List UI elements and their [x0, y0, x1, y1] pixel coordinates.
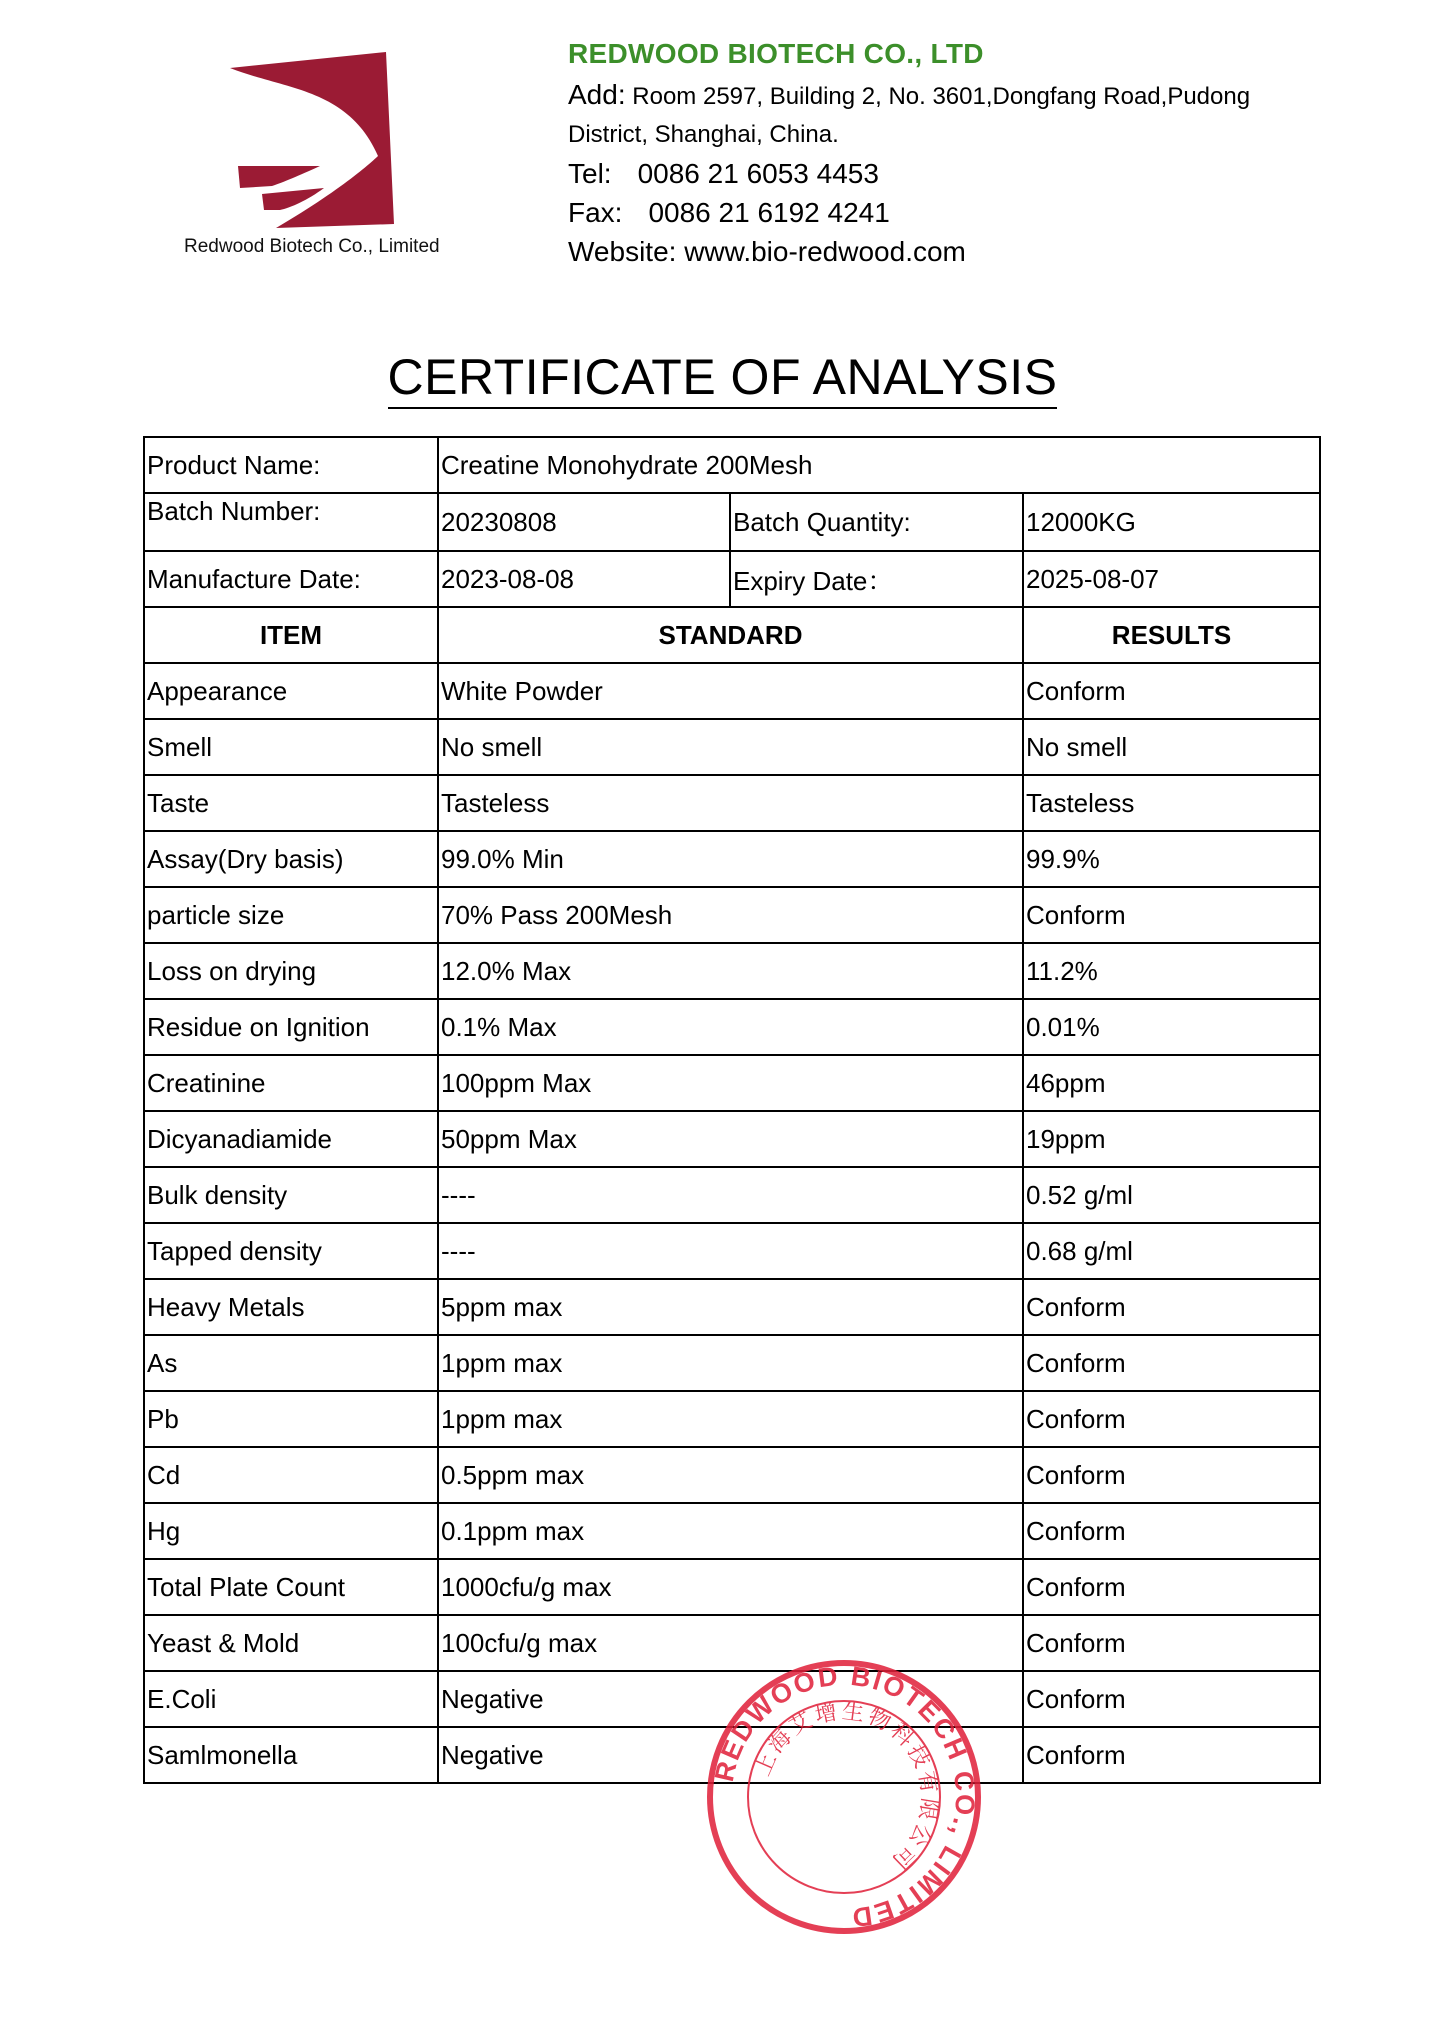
standard-cell: ---- [438, 1223, 1023, 1279]
result-cell: 46ppm [1023, 1055, 1320, 1111]
result-cell: 11.2% [1023, 943, 1320, 999]
batch-quantity-label: Batch Quantity: [730, 493, 1023, 551]
item-cell: Total Plate Count [144, 1559, 438, 1615]
redwood-logo-mark-icon [228, 48, 438, 228]
expiry-date-label: Expiry Date： [730, 551, 1023, 607]
item-cell: Tapped density [144, 1223, 438, 1279]
item-cell: Heavy Metals [144, 1279, 438, 1335]
item-cell: Loss on drying [144, 943, 438, 999]
table-row [144, 1559, 1320, 1615]
item-cell: Hg [144, 1503, 438, 1559]
table-row [144, 1391, 1320, 1447]
result-cell: Conform [1023, 1447, 1320, 1503]
result-cell: Conform [1023, 1503, 1320, 1559]
result-cell: Conform [1023, 1615, 1320, 1671]
expiry-date-value: 2025-08-07 [1023, 551, 1320, 607]
item-cell: Assay(Dry basis) [144, 831, 438, 887]
company-website: Website: www.bio-redwood.com [568, 236, 966, 267]
item-cell: Taste [144, 775, 438, 831]
result-cell: 0.01% [1023, 999, 1320, 1055]
standard-cell: 100cfu/g max [438, 1615, 1023, 1671]
standard-cell: 1000cfu/g max [438, 1559, 1023, 1615]
table-row [144, 1279, 1320, 1335]
tel-label: Tel: [568, 158, 612, 189]
batch-quantity-value: 12000KG [1023, 493, 1320, 551]
standard-cell: No smell [438, 719, 1023, 775]
result-cell: 0.52 g/ml [1023, 1167, 1320, 1223]
company-name: REDWOOD BIOTECH CO., LTD [568, 38, 984, 69]
batch-number-value: 20230808 [438, 493, 730, 551]
item-cell: Cd [144, 1447, 438, 1503]
address-label: Add: [568, 79, 626, 110]
result-cell: Conform [1023, 887, 1320, 943]
item-cell: particle size [144, 887, 438, 943]
standard-cell: Negative [438, 1671, 1023, 1727]
item-cell: Bulk density [144, 1167, 438, 1223]
standard-cell: 99.0% Min [438, 831, 1023, 887]
result-cell: Conform [1023, 1391, 1320, 1447]
date-row [144, 551, 1320, 607]
item-cell: As [144, 1335, 438, 1391]
item-cell: Creatinine [144, 1055, 438, 1111]
product-name-label: Product Name: [144, 437, 438, 493]
table-row [144, 887, 1320, 943]
company-logo [170, 48, 470, 268]
result-cell: No smell [1023, 719, 1320, 775]
batch-row [144, 493, 1320, 551]
table-row [144, 1447, 1320, 1503]
manufacture-date-value: 2023-08-08 [438, 551, 730, 607]
table-row [144, 831, 1320, 887]
item-cell: E.Coli [144, 1671, 438, 1727]
seal-inner-text [750, 1699, 942, 1875]
logo-wing-upper [238, 166, 320, 188]
standard-cell: 50ppm Max [438, 1111, 1023, 1167]
result-cell: Conform [1023, 1559, 1320, 1615]
table-row [144, 775, 1320, 831]
standard-cell: 0.1% Max [438, 999, 1023, 1055]
company-tel [568, 154, 1428, 193]
table-row [144, 719, 1320, 775]
standard-cell: 0.1ppm max [438, 1503, 1023, 1559]
header-item: ITEM [144, 607, 438, 663]
standard-cell: 1ppm max [438, 1335, 1023, 1391]
table-row [144, 1055, 1320, 1111]
standard-cell: 0.5ppm max [438, 1447, 1023, 1503]
table-row [144, 1111, 1320, 1167]
product-name-row [144, 437, 1320, 493]
fax-value: 0086 21 6192 4241 [648, 197, 890, 228]
logo-flag-shape [230, 52, 394, 228]
result-cell: Conform [1023, 1671, 1320, 1727]
standard-cell: 12.0% Max [438, 943, 1023, 999]
product-name-value: Creatine Monohydrate 200Mesh [438, 437, 1320, 493]
standard-cell: 5ppm max [438, 1279, 1023, 1335]
seal-inner-textpath: 上海艾增生物科技有限公司 [750, 1699, 942, 1876]
standard-cell: 70% Pass 200Mesh [438, 887, 1023, 943]
result-cell: 0.68 g/ml [1023, 1223, 1320, 1279]
standard-cell: ---- [438, 1167, 1023, 1223]
manufacture-date-label: Manufacture Date: [144, 551, 438, 607]
item-cell: Pb [144, 1391, 438, 1447]
table-header-row [144, 607, 1320, 663]
standard-cell: White Powder [438, 663, 1023, 719]
standard-cell: 1ppm max [438, 1391, 1023, 1447]
table-row [144, 1335, 1320, 1391]
item-cell: Samlmonella [144, 1727, 438, 1783]
document-title-text: CERTIFICATE OF ANALYSIS [388, 349, 1058, 409]
result-cell: Conform [1023, 663, 1320, 719]
table-row [144, 1167, 1320, 1223]
result-cell: Conform [1023, 1335, 1320, 1391]
standard-cell: Tasteless [438, 775, 1023, 831]
header-standard: STANDARD [438, 607, 1023, 663]
company-header [568, 38, 1428, 271]
address-line2: District, Shanghai, China. [568, 121, 839, 148]
table-row [144, 1503, 1320, 1559]
item-cell: Yeast & Mold [144, 1615, 438, 1671]
standard-cell: 100ppm Max [438, 1055, 1023, 1111]
result-cell: Conform [1023, 1279, 1320, 1335]
tel-value: 0086 21 6053 4453 [637, 158, 879, 189]
analysis-table [143, 436, 1321, 1784]
item-cell: Smell [144, 719, 438, 775]
header-results: RESULTS [1023, 607, 1320, 663]
table-row [144, 999, 1320, 1055]
result-cell: Tasteless [1023, 775, 1320, 831]
result-cell: Conform [1023, 1727, 1320, 1783]
item-cell: Residue on Ignition [144, 999, 438, 1055]
company-seal-stamp [704, 1657, 984, 1937]
result-cell: 19ppm [1023, 1111, 1320, 1167]
seal-outer-textpath: REDWOOD BIOTECH CO., LIMITED [708, 1660, 981, 1934]
batch-number-label: Batch Number: [144, 493, 438, 551]
address-line1: Room 2597, Building 2, No. 3601,Dongfang Road,Pudong [632, 83, 1251, 110]
table-row [144, 1223, 1320, 1279]
document-title [0, 348, 1445, 406]
table-row [144, 663, 1320, 719]
company-fax [568, 193, 1428, 232]
result-cell: 99.9% [1023, 831, 1320, 887]
fax-label: Fax: [568, 197, 623, 228]
item-cell: Appearance [144, 663, 438, 719]
standard-cell: Negative [438, 1727, 1023, 1783]
table-row [144, 943, 1320, 999]
company-address-line1 [568, 76, 1428, 116]
item-cell: Dicyanadiamide [144, 1111, 438, 1167]
logo-caption: Redwood Biotech Co., Limited [184, 236, 440, 257]
